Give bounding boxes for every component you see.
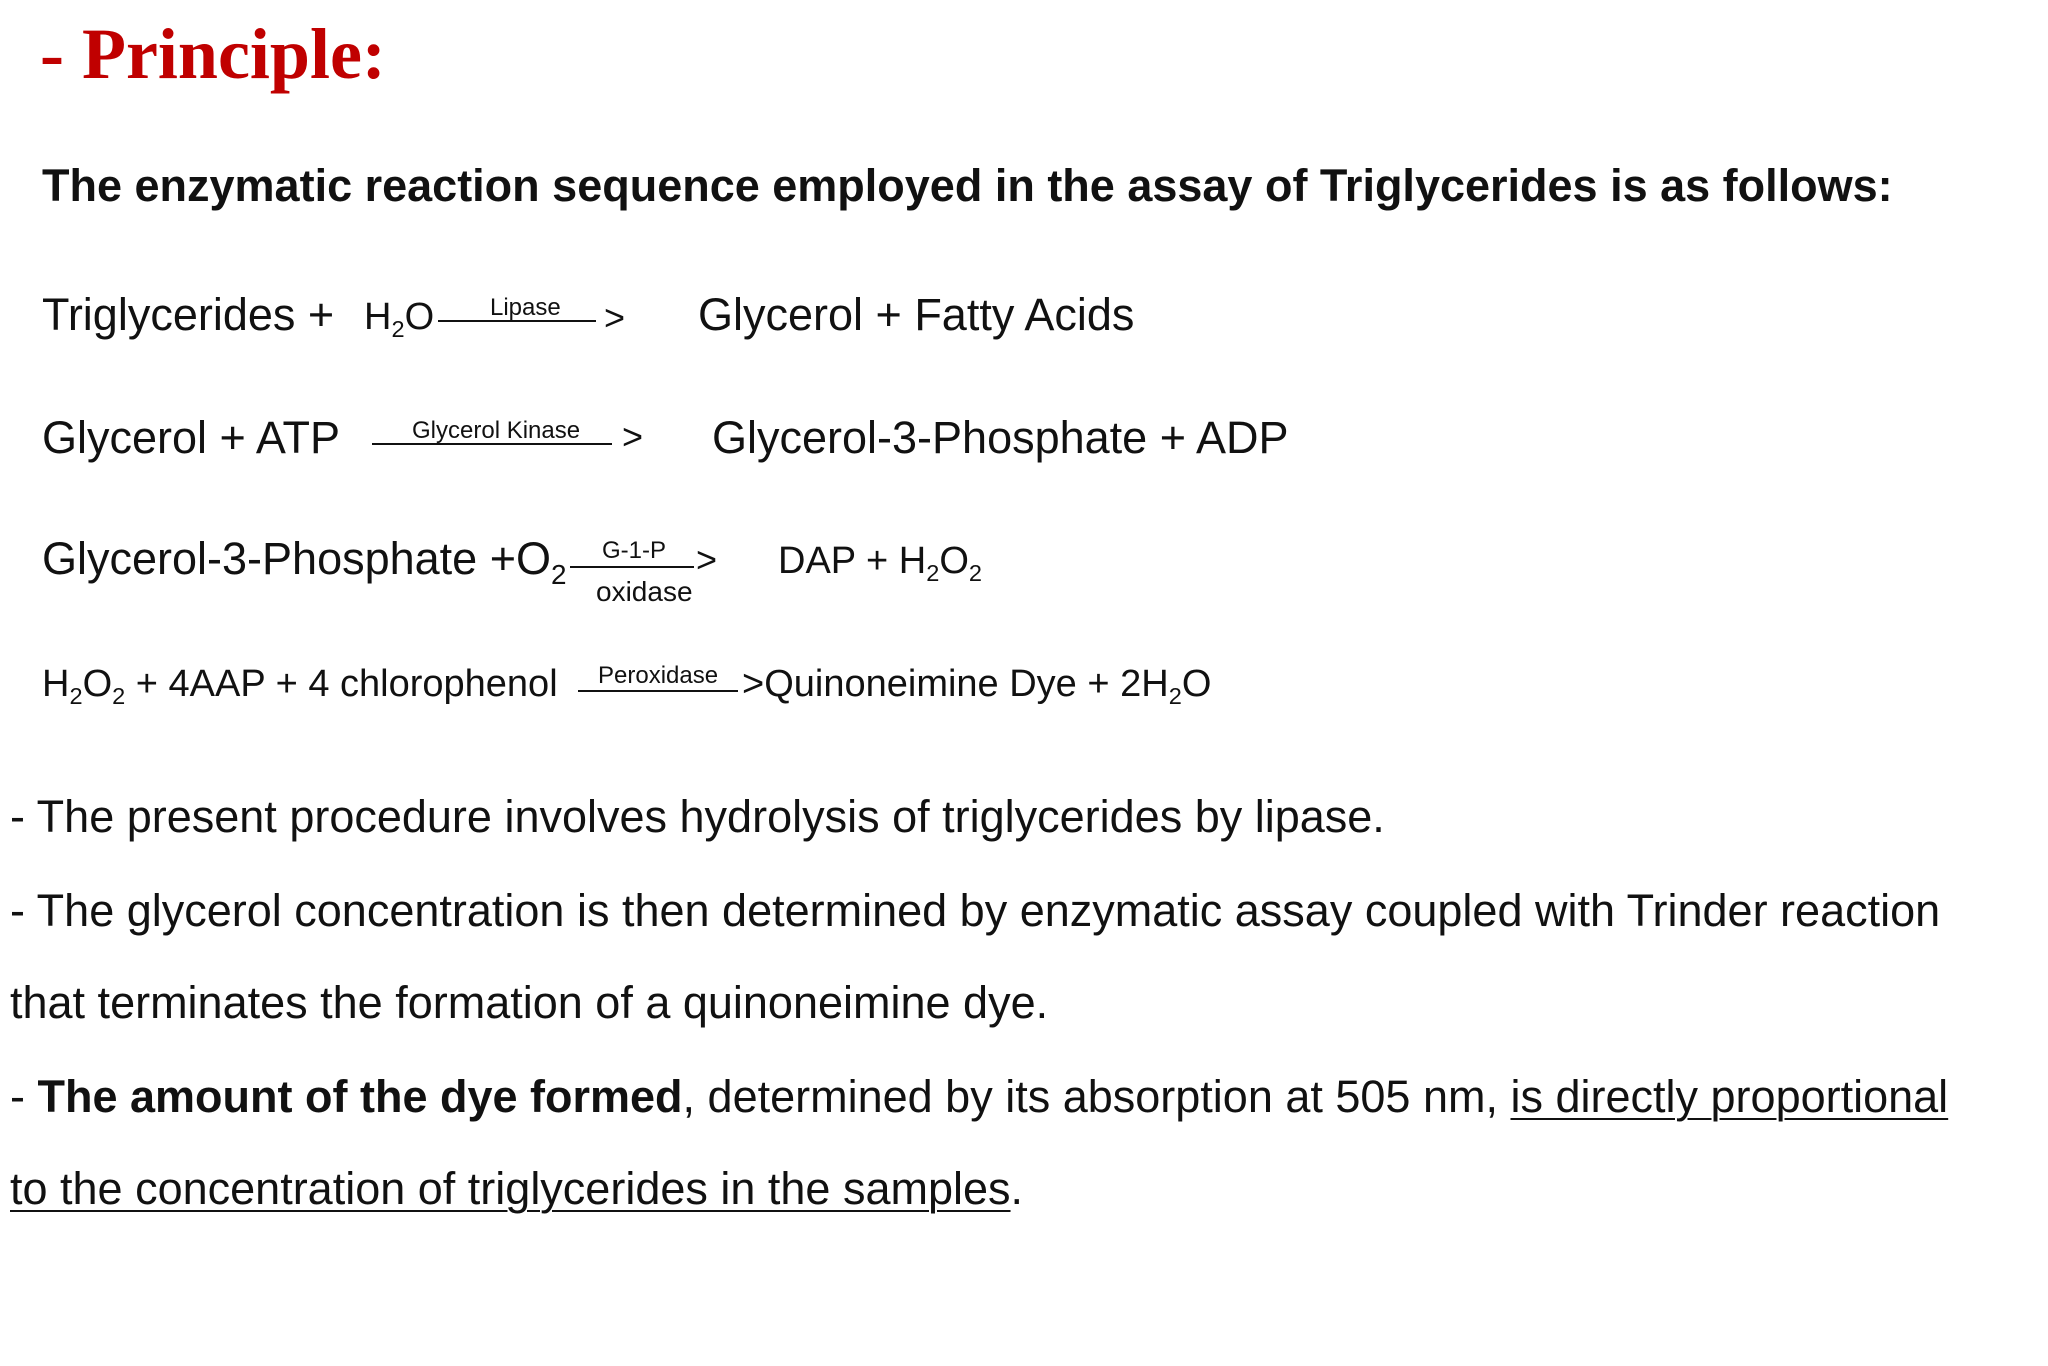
dye-emphasis: The amount of the dye formed [37,1071,683,1122]
paragraph-glycerol-line2: that terminates the formation of a quinoneimine dye. [10,977,1049,1028]
reaction-1-arrowhead: > [604,297,626,338]
paragraph-dye-line2: to the concentration of triglycerides in the samples. [10,1163,1024,1214]
proportional-underline: is directly proportional [1510,1071,1949,1122]
paragraph-dye-line1: - The amount of the dye formed, determined by its absorption at 505 nm, is directly proportional [10,1071,1949,1122]
reaction-2-enzyme: Glycerol Kinase [412,417,581,444]
page-title: - Principle: [40,14,386,94]
reaction-3-enzyme-line2: oxidase [596,576,693,607]
reaction-1-enzyme: Lipase [490,294,561,321]
paragraph-glycerol-line1: - The glycerol concentration is then determined by enzymatic assay coupled with Trinder reaction [10,885,1941,936]
reaction-2-products: Glycerol-3-Phosphate + ADP [712,412,1289,463]
paragraph-hydrolysis: - The present procedure involves hydrolysis of triglycerides by lipase. [10,791,1385,842]
reaction-1-water: $H_2O$ [364,296,435,343]
intro-heading: The enzymatic reaction sequence employed in the assay of Triglycerides is as follows: [42,160,1893,211]
reaction-3-products: DAP + $H_2O_2$ [778,540,982,587]
reaction-1-products: Glycerol + Fatty Acids [698,289,1135,340]
reaction-3-enzyme: G-1-P [602,537,667,564]
reaction-4-products: >Quinoneimine Dye + $2H_2O$ [742,663,1212,710]
reaction-2-reactants: Glycerol + ATP [42,412,341,463]
reaction-4-arrow-line [578,690,738,692]
reaction-3-reactants: Glycerol-3-Phosphate $+O_2$ [42,533,567,590]
reaction-4-enzyme: Peroxidase [598,662,719,689]
reaction-2-arrowhead: > [622,416,644,457]
reaction-3-arrowhead: > [696,539,718,580]
reaction-4-reactants: $H_2O_2 + 4AAP + 4$ chlorophenol [42,663,558,710]
reaction-1-reactants: Triglycerides + [42,289,335,340]
samples-underline: to the concentration of triglycerides in the samples [10,1163,1011,1214]
reaction-3-arrow-line [570,566,694,568]
